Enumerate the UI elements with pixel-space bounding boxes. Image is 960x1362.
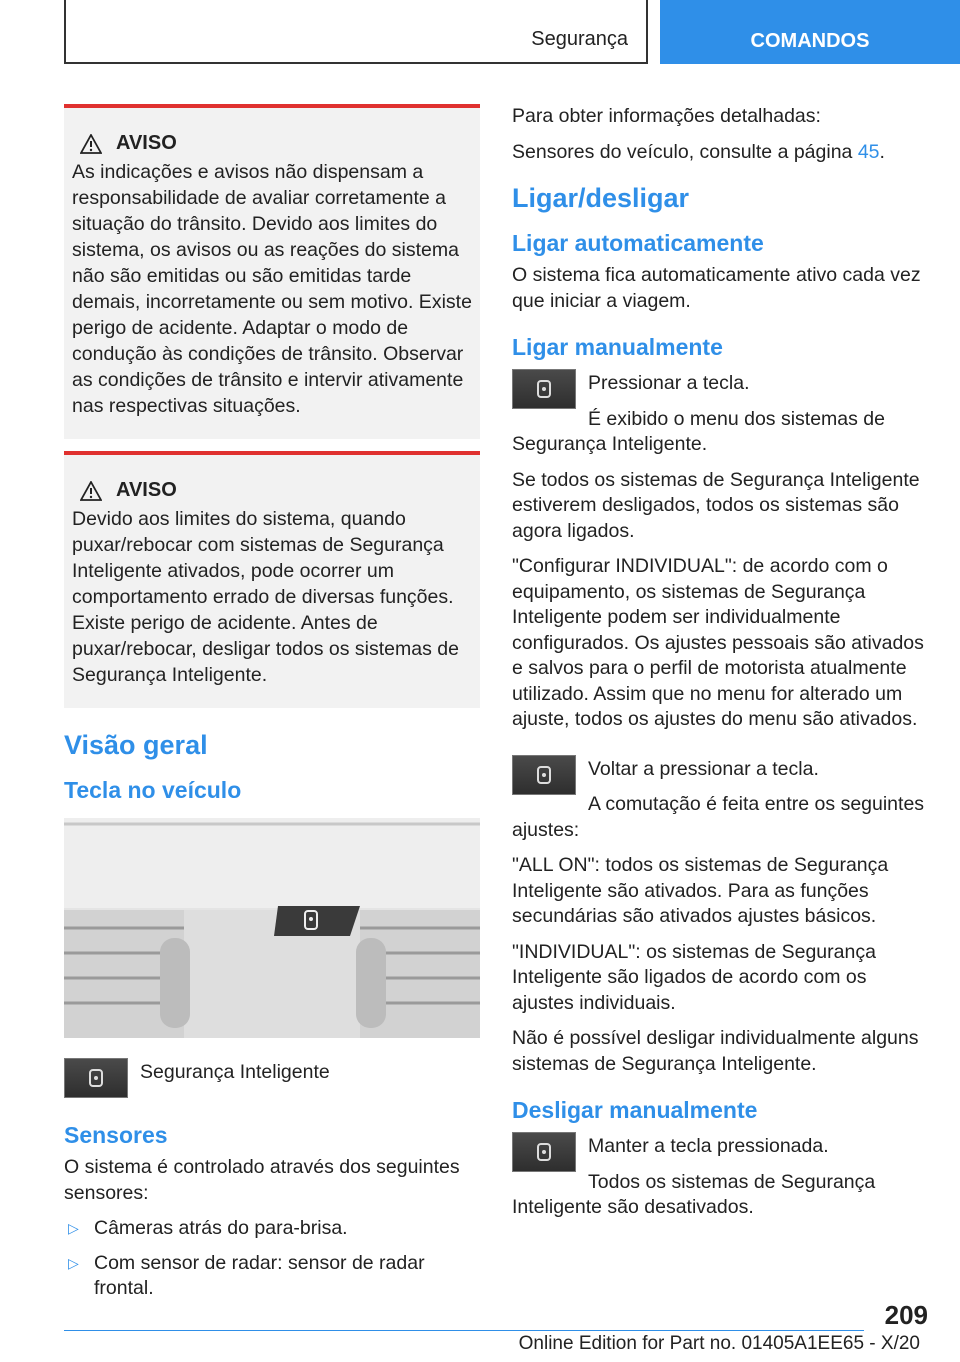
list-item: ▷ Com sensor de radar: sensor de radar frontal. xyxy=(64,1251,480,1301)
safety-button-icon[interactable] xyxy=(64,1058,128,1098)
safety-button-icon[interactable] xyxy=(512,369,576,409)
heading-overview: Visão geral xyxy=(64,730,208,760)
individual-text: "INDIVIDUAL": os sistemas de Segurança Inteligente são ligados de acordo com os ajustes individuais. xyxy=(512,940,876,1014)
press-again-text: Voltar a pressionar a tecla. xyxy=(588,757,819,780)
warning-text: Devido aos limites do sistema, quando puxar/rebocar com sistemas de Segurança Inteligente ativados, pode ocorrer um comportamento errado de diversas funções. Existe perigo de acidente. Antes de puxar/rebocar, desligar todos os sistemas de Segurança Inteligente. xyxy=(72,508,459,686)
left-column xyxy=(64,104,480,1311)
chapter-tab[interactable] xyxy=(660,0,960,64)
not-possible-text: Não é possível desligar individualmente alguns sistemas de Segurança Inteligente. xyxy=(512,1027,919,1075)
page-link[interactable]: 45 xyxy=(857,140,880,163)
sensors-text: O sistema é controlado através dos seguintes sensores: xyxy=(64,1156,460,1204)
page-number: 209 xyxy=(884,1300,928,1330)
hold-text: Manter a tecla pressionada. xyxy=(588,1135,829,1157)
reference-text xyxy=(512,140,928,166)
section-title: Segurança xyxy=(531,28,628,50)
footer-edition: Online Edition for Part no. 01405A1EE65 - X/20 xyxy=(518,1333,920,1354)
warning-title xyxy=(80,479,472,502)
all-on-text: "ALL ON": todos os sistemas de Segurança Inteligente são ativados. Para as funções secundárias são ativados ajustes básicos. xyxy=(512,854,889,927)
warning-triangle-icon xyxy=(80,481,102,501)
heading-on-off: Ligar/desligar xyxy=(512,183,690,213)
all-off-text: Se todos os sistemas de Segurança Inteligente estiverem desligados, todos os sistemas são agora ligados. xyxy=(512,468,920,542)
all-deactivated-text: Todos os sistemas de Segurança Inteligente são desativados. xyxy=(512,1170,876,1218)
menu-text: É exibido o menu dos sistemas de Segurança Inteligente. xyxy=(512,407,885,455)
chapter-label: COMANDOS xyxy=(750,30,870,52)
key-caption: Segurança Inteligente xyxy=(140,1061,330,1083)
warning-title-text: AVISO xyxy=(116,132,177,154)
auto-text: O sistema fica automaticamente ativo cada vez que iniciar a viagem. xyxy=(512,264,921,312)
heading-button: Tecla no veículo xyxy=(64,777,242,803)
footer-divider xyxy=(64,1330,864,1331)
info-text: Para obter informações detalhadas: xyxy=(512,105,821,127)
list-item: ▷ Câmeras atrás do para-brisa. xyxy=(64,1216,480,1241)
heading-auto-on: Ligar automaticamente xyxy=(512,230,764,256)
heading-manual-off: Desligar manualmente xyxy=(512,1097,758,1123)
sensor-list xyxy=(64,1216,480,1301)
heading-manual-on: Ligar manualmente xyxy=(512,334,723,360)
key-row xyxy=(512,1130,928,1231)
switch-text: A comutação é feita entre os seguintes ajustes: xyxy=(512,793,925,841)
key-row xyxy=(512,367,928,468)
reference-end: . xyxy=(879,140,885,163)
key-legend-row xyxy=(64,1056,480,1102)
heading-sensors: Sensores xyxy=(64,1122,168,1148)
header-section-box xyxy=(64,0,648,64)
reference-label: Sensores do veículo, consulte a página xyxy=(512,140,858,163)
warning-box xyxy=(64,451,480,708)
press-text: Pressionar a tecla. xyxy=(588,372,750,394)
individual-config-text: "Configurar INDIVIDUAL": de acordo com o equipamento, os sistemas de Segurança Inteligente podem ser individualmente configurados. Os ajustes pessoais são ativados e salvos para o perfil de motorista atualmente utilizado. Assim que no menu for alterado um ajuste, todos os ajustes do menu são ativados. xyxy=(512,555,924,730)
warning-title xyxy=(80,132,472,155)
safety-button-icon[interactable] xyxy=(512,755,576,795)
warning-title-text: AVISO xyxy=(116,479,177,501)
dashboard-button-photo xyxy=(64,818,480,1038)
right-column xyxy=(512,104,928,1231)
safety-button-icon[interactable] xyxy=(512,1132,576,1172)
warning-box xyxy=(64,104,480,439)
warning-text: As indicações e avisos não dispensam a responsabilidade de avaliar corretamente a situação do trânsito. Devido aos limites do sistema, os avisos ou as reações do sistema não são emitidas ou são emitidas tarde demais, incorretamente ou sem motivo. Existe perigo de acidente. Adaptar o modo de condução às condições de trânsito. Observar as condições de trânsito e intervir ativamente nas respectivas situações. xyxy=(72,161,472,417)
warning-triangle-icon xyxy=(80,134,102,154)
key-row xyxy=(512,753,928,854)
